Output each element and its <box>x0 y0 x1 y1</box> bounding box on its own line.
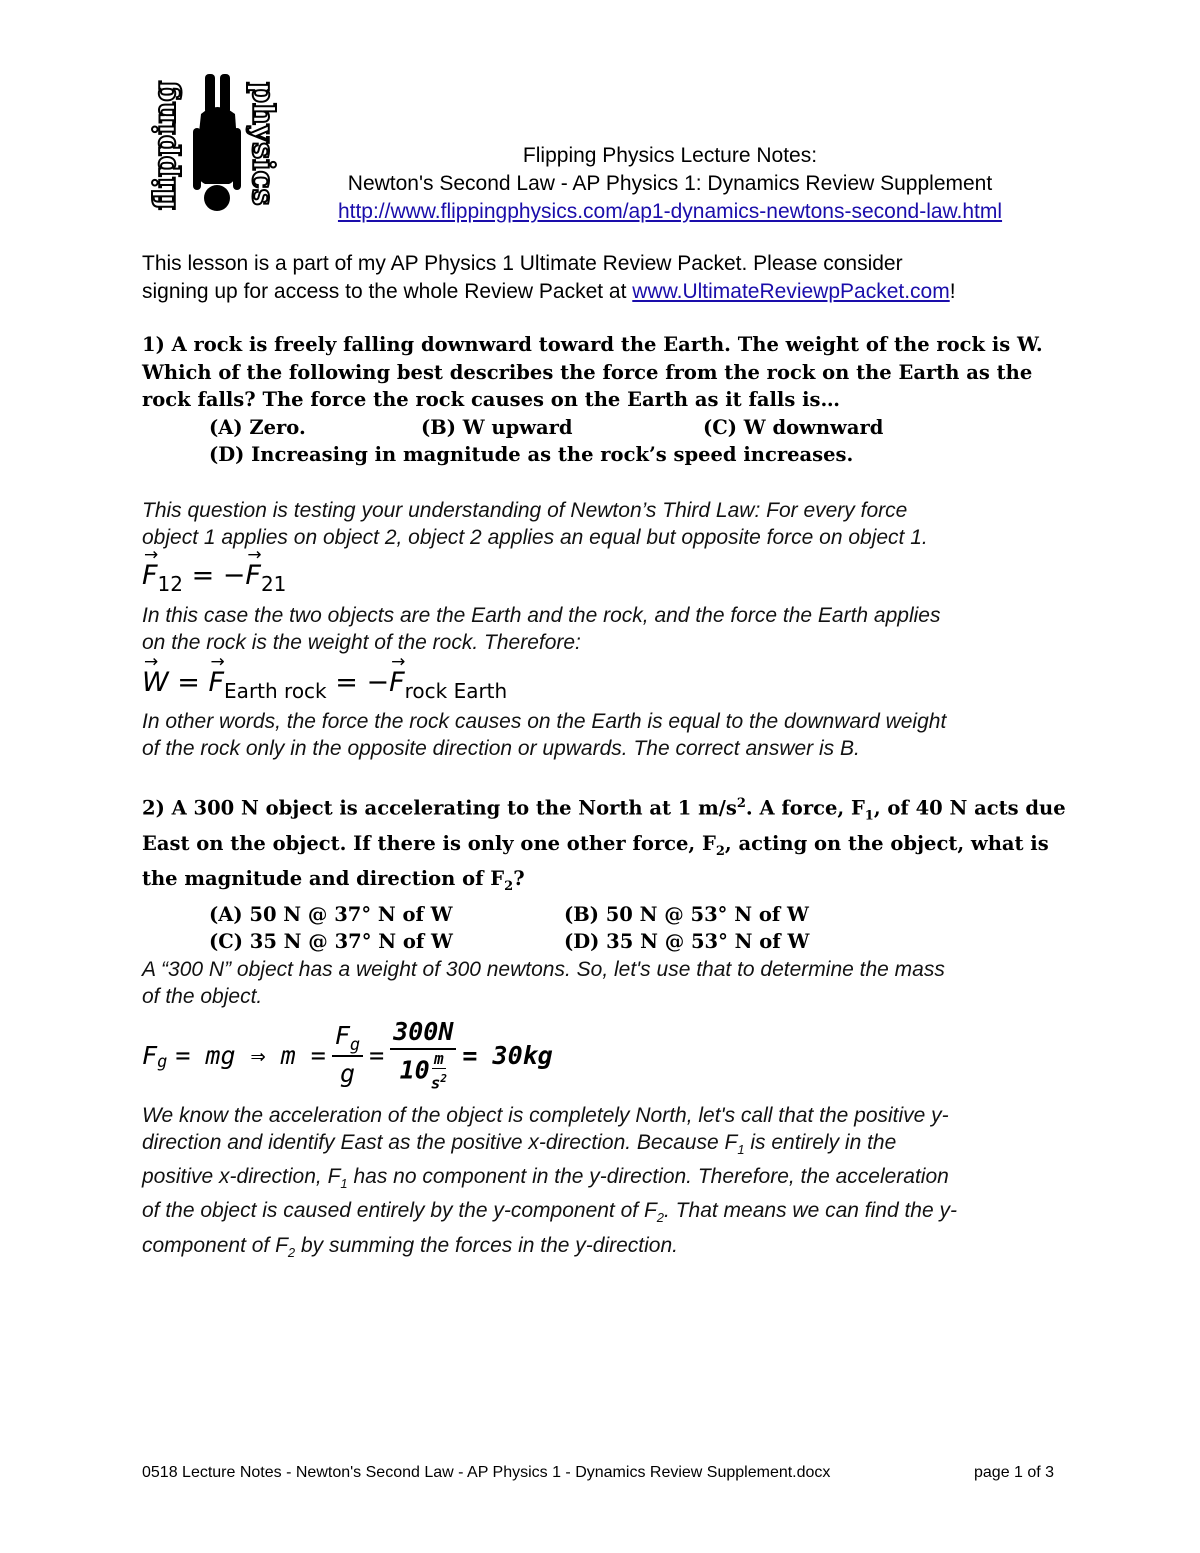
eq-fg-sub: g <box>157 1052 168 1072</box>
eq-result: = 30kg <box>462 1040 553 1070</box>
a2-p1-line-2: of the object. <box>142 985 263 1008</box>
q2-line-3: the magnitude and direction of $F_2$? <box>142 867 525 895</box>
q1-line-3: rock falls? The force the rock causes on the Earth as it falls is… <box>142 388 840 411</box>
logo-text-right: physics <box>245 82 280 206</box>
a2-p2-line-2: direction and identify East as the positive x-direction. Because $F_1$ is entirely in the <box>142 1131 897 1158</box>
review-packet-link[interactable]: www.UltimateReviewpPacket.com <box>632 280 950 303</box>
question-1 <box>142 331 1082 469</box>
answer-2-para-1 <box>142 956 1082 1010</box>
equation-mass <box>142 1010 553 1100</box>
intro-line-1: This lesson is a part of my AP Physics 1 Ultimate Review Packet. Please consider <box>142 252 903 275</box>
q2-option-a: (A) 50 N @ 37° N of W <box>209 902 453 926</box>
eq1-op: = − <box>191 560 246 591</box>
answer-1-para-1 <box>142 497 1082 551</box>
fraction-300n-over-10: 300N 10 $\frac{m}{s^2}$ <box>390 1016 456 1093</box>
equation-third-law <box>142 560 286 596</box>
eq2-op1: = <box>177 667 200 698</box>
eq2-f2: → F <box>389 667 405 698</box>
q1-option-d: (D) Increasing in magnitude as the rock’s speed increases. <box>209 443 854 466</box>
a1-p3-line-2: of the rock only in the opposite direction or upwards. The correct answer is B. <box>142 737 860 760</box>
eq2-f1-sub: Earth rock <box>224 679 327 703</box>
eq-equals: = <box>369 1040 385 1070</box>
q1-line-2: Which of the following best describes the force from the rock on the Earth as the <box>142 360 1033 384</box>
eq2-f1: → F <box>209 667 225 698</box>
a2-p2-line-4: of the object is caused entirely by the y-component of $F_2$. That means we can find the y- <box>142 1199 957 1226</box>
eq1-rhs: → F <box>245 560 261 591</box>
q2-line-1: 2) A 300 N object is accelerating to the North at 1 $m/s^2$. A force, $F_1$, of 40 N acts due <box>142 796 1066 824</box>
q2-options-row-2 <box>142 928 1082 956</box>
hanging-figure-icon <box>193 74 241 211</box>
a1-p2-line-2: on the rock is the weight of the rock. Therefore: <box>142 631 581 654</box>
header-url-link[interactable]: http://www.flippingphysics.com/ap1-dynamics-newtons-second-law.html <box>337 200 1003 223</box>
q1-option-b: (B) W upward <box>421 415 573 439</box>
flipping-physics-logo <box>135 70 295 220</box>
a1-p1-line-2: object 1 applies on object 2, object 2 applies an equal but opposite force on object 1. <box>142 526 928 549</box>
q2-option-d: (D) 35 N @ 53° N of W <box>564 930 810 954</box>
a1-p2-line-1: In this case the two objects are the Earth and the rock, and the force the Earth applies <box>142 604 941 627</box>
answer-2-para-2 <box>142 1102 1082 1266</box>
q1-options-row <box>142 414 1082 442</box>
q2-options-row-1 <box>142 901 1082 929</box>
answer-1-para-3 <box>142 708 1082 762</box>
eq2-w: → W <box>142 667 169 698</box>
q2-option-b: (B) 50 N @ 53° N of W <box>564 902 809 926</box>
header-title: Flipping Physics Lecture Notes: <box>522 144 818 167</box>
footer-filename: 0518 Lecture Notes - Newton's Second Law - AP Physics 1 - Dynamics Review Supplement.docx <box>142 1464 831 1481</box>
intro-paragraph <box>142 250 1062 306</box>
eq-mg: = mg ⇒ m = <box>175 1040 326 1070</box>
header-subtitle: Newton's Second Law - AP Physics 1: Dynamics Review Supplement <box>347 172 993 195</box>
eq2-op2: = − <box>335 667 390 698</box>
a2-p2-line-1: We know the acceleration of the object is completely North, let's call that the positive y- <box>142 1104 949 1127</box>
a1-p3-line-1: In other words, the force the rock causes on the Earth is equal to the downward weight <box>142 710 947 733</box>
a2-p2-line-3: positive x-direction, $F_1$ has no component in the y-direction. Therefore, the acceleration <box>142 1165 949 1192</box>
q2-line-2: East on the object. If there is only one other force, $F_2$, acting on the object, what is <box>142 831 1049 859</box>
a1-p1-line-1: This question is testing your understanding of Newton’s Third Law: For every force <box>142 499 908 522</box>
eq2-f2-sub: rock Earth <box>404 679 508 703</box>
logo-graphic <box>135 70 295 220</box>
intro-line-2: signing up for access to the whole Review Packet at www.UltimateReviewpPacket.com! <box>142 280 956 303</box>
q1-option-a: (A) Zero. <box>209 415 306 439</box>
logo-text-left: flipping <box>148 80 183 210</box>
question-2 <box>142 790 1082 956</box>
answer-1-para-2 <box>142 602 1082 656</box>
q2-option-c: (C) 35 N @ 37° N of W <box>209 930 453 954</box>
a2-p2-line-5: component of $F_2$ by summing the forces in the y-direction. <box>142 1233 678 1260</box>
a2-p1-line-1: A “300 N” object has a weight of 300 newtons. So, let's use that to determine the mass <box>142 958 945 981</box>
q1-option-c: (C) W downward <box>703 415 884 439</box>
footer-page-number: page 1 of 3 <box>974 1464 1055 1481</box>
header <box>290 142 1050 226</box>
eq-fg: F <box>142 1040 158 1070</box>
eq1-lhs: → F <box>142 560 158 591</box>
q1-line-1: 1) A rock is freely falling downward toward the Earth. The weight of the rock is W. <box>142 333 1043 356</box>
equation-weight <box>142 667 507 703</box>
eq1-rhs-sub: 21 <box>260 572 287 596</box>
eq1-lhs-sub: 12 <box>157 572 183 596</box>
fraction-fg-over-g: $\frac{F_g}{g}$ <box>332 1020 363 1091</box>
